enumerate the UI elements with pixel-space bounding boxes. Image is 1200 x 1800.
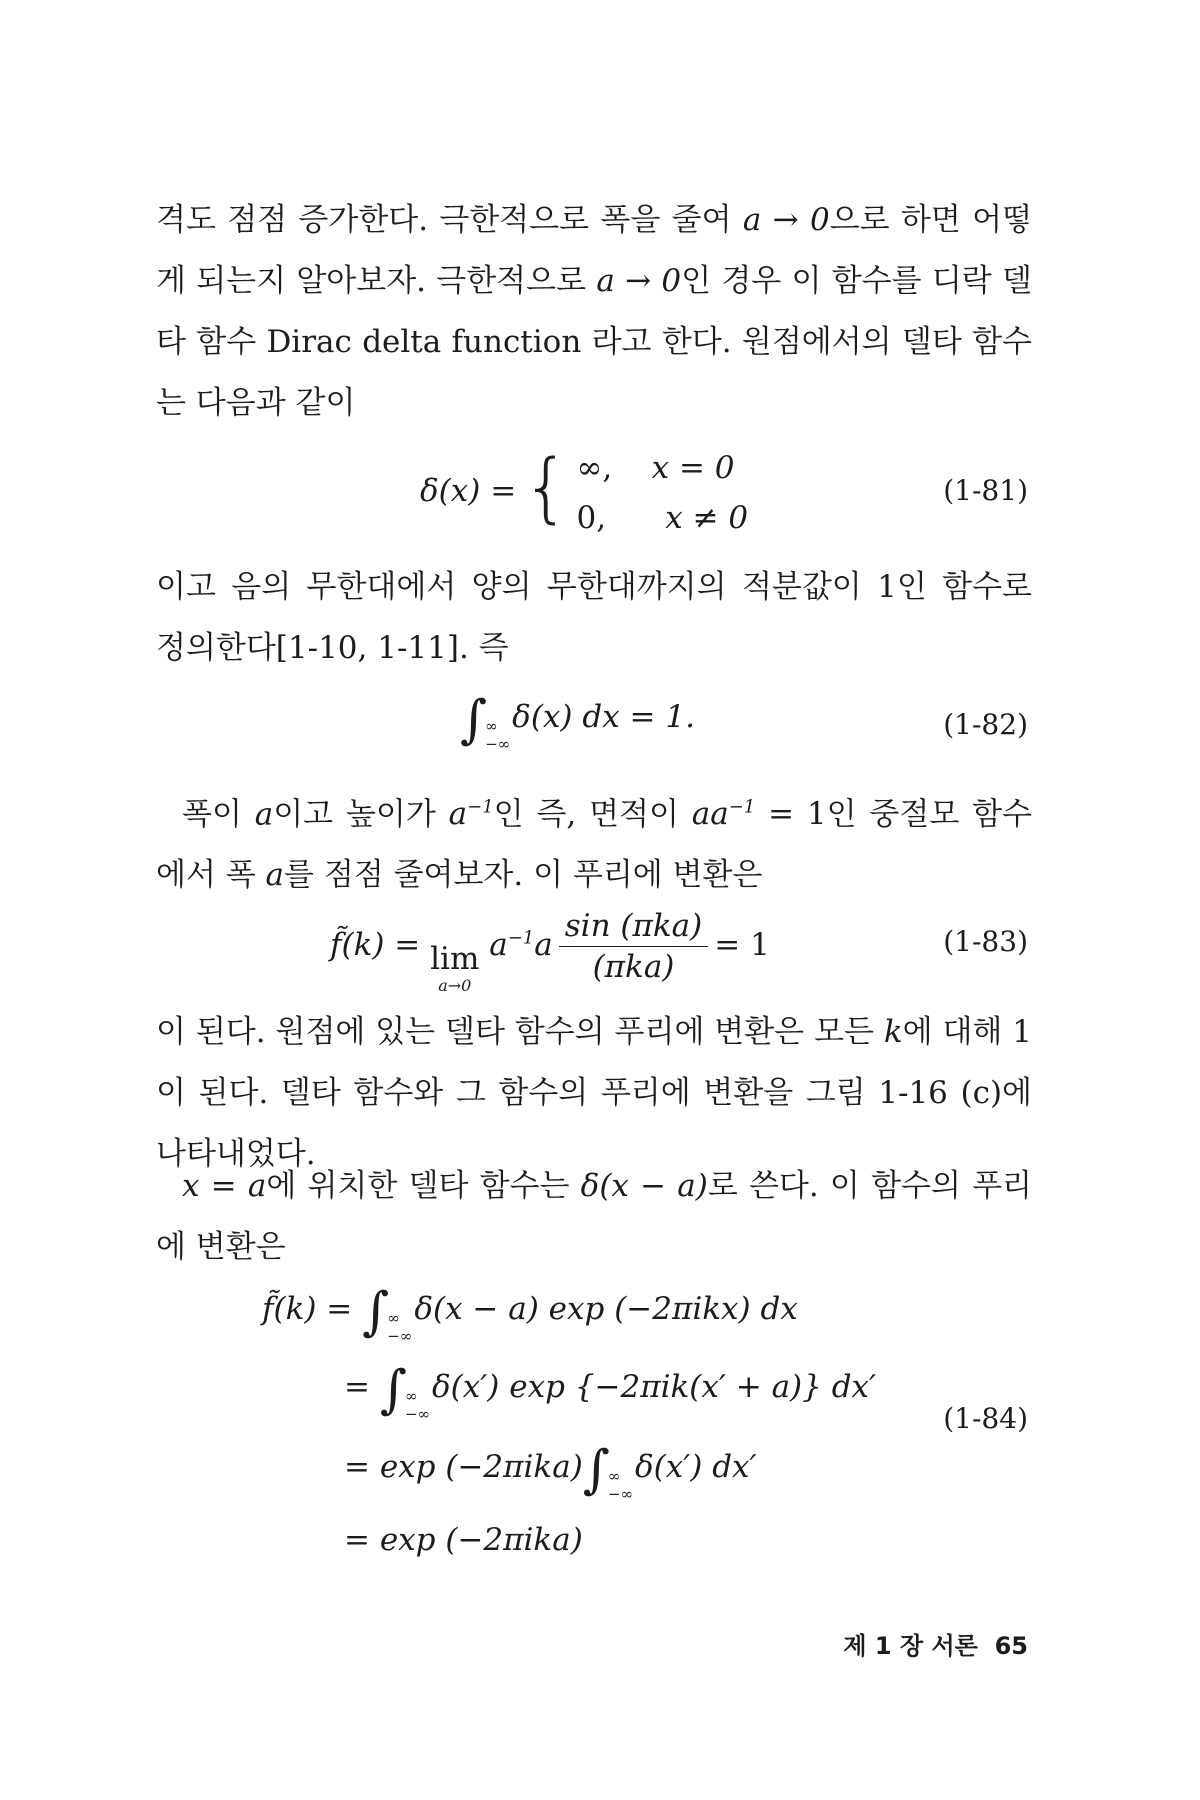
limit-operator: lim a→0 <box>430 941 480 995</box>
case-row-2 <box>577 493 749 543</box>
brace-symbol: { <box>522 442 571 531</box>
text-segment: 격도 점점 증가한다. 극한적으로 폭을 줄여 <box>156 202 743 238</box>
text-segment: 에 위치한 델타 함수는 <box>266 1168 581 1204</box>
equation-1-82 <box>460 690 695 753</box>
cases-block <box>577 443 749 543</box>
paragraph-top-hat <box>156 777 1032 906</box>
case-condition: x ≠ 0 <box>665 499 749 536</box>
eq-lhs: f̃(k) = <box>330 927 421 963</box>
equation-1-84-line-3: = exp (−2πika)∫ ∞ −∞ δ(x′) dx′ <box>344 1440 757 1503</box>
integral-sign: ∫ <box>582 1440 610 1500</box>
equation-1-84-line-4: = exp (−2πika) <box>344 1522 583 1558</box>
text-segment: 이고 음의 무한대에서 양의 무한대까지의 적분값이 1인 함수로 정의한다[1-10, 1-11]. 즉 <box>156 569 1032 666</box>
fraction <box>559 908 708 985</box>
case-value: 0, <box>576 499 607 536</box>
inline-math: a <box>265 857 285 894</box>
text-segment: 로 쓴다. 이 함수의 푸리에 변환은 <box>156 1168 1032 1265</box>
page-number: 65 <box>994 1632 1028 1660</box>
equation-1-83 <box>330 908 770 995</box>
inline-math: $aa^{-1} = 1$ <box>691 796 827 833</box>
text-segment: 인 중절모 함수에서 폭 <box>156 796 1032 894</box>
page-footer <box>843 1626 1028 1661</box>
text-segment: 이 된다. 원점에 있는 델타 함수의 푸리에 변환은 모든 <box>156 1014 884 1050</box>
equation-1-81 <box>420 442 748 543</box>
integral-sign: ∫ <box>460 690 488 750</box>
integral-sign: ∫ <box>362 1282 390 1342</box>
case-condition: x = 0 <box>651 449 735 486</box>
coefficient: $a^{-1}a$ <box>489 927 553 963</box>
inline-math: x = a <box>182 1168 267 1204</box>
text-segment: 에 대해 1이 된다. 델타 함수와 그 함수의 푸리에 변환을 그림 1-16 (c)에 나타내었다. <box>156 1014 1032 1172</box>
text-segment: 폭이 <box>182 796 255 833</box>
paragraph-definition <box>156 557 1032 679</box>
case-value: ∞, <box>576 449 613 486</box>
eq-lhs: δ(x) = <box>420 473 517 509</box>
integral-limits: ∞ −∞ <box>404 1387 431 1423</box>
text-segment: 를 점점 줄여보자. 이 푸리에 변환은 <box>284 857 763 894</box>
inline-math: a <box>254 796 274 833</box>
eq-rhs: = 1 <box>714 927 770 963</box>
text-segment: 인 즉, 면적이 <box>493 796 692 833</box>
denominator: (πka) <box>592 949 675 985</box>
case-row-1 <box>577 443 749 493</box>
chapter-label: 제 1 장 서론 <box>843 1632 978 1660</box>
integral-limits: ∞ −∞ <box>607 1467 633 1503</box>
inline-math: a → 0 <box>596 263 682 299</box>
paragraph-shifted-delta <box>156 1156 1032 1278</box>
inline-math: k <box>883 1014 903 1050</box>
text-segment: 으로 하면 어떻게 되는지 알아보자. 극한적으로 <box>156 202 1033 299</box>
equation-number: (1-82) <box>943 708 1028 741</box>
integral-limits: ∞ −∞ <box>387 1309 413 1345</box>
inline-math: a → 0 <box>742 202 830 238</box>
equation-number: (1-83) <box>943 925 1028 958</box>
text-segment: 이고 높이가 <box>273 796 449 833</box>
numerator: sin (πka) <box>559 908 708 947</box>
integrand: δ(x) dx = 1. <box>512 699 695 735</box>
integral-sign: ∫ <box>379 1360 407 1420</box>
text-segment: 인 경우 이 함수를 디락 델타 함수 Dirac delta function 라고 한다. 원점에서의 델타 함수는 다음과 같이 <box>156 263 1032 421</box>
inline-math: δ(x − a) <box>580 1168 708 1204</box>
equation-number: (1-84) <box>943 1402 1028 1435</box>
inline-math: $a^{-1}$ <box>448 796 494 833</box>
equation-1-84-line-1: f̃(k) = ∫ ∞ −∞ δ(x − a) exp (−2πikx) dx <box>262 1282 798 1345</box>
equation-number: (1-81) <box>943 474 1028 507</box>
integral-limits: ∞ −∞ <box>485 717 511 753</box>
paragraph-delta-intro <box>156 190 1032 434</box>
equation-1-84-line-2: = ∫ ∞ −∞ δ(x′) exp {−2πik(x′ + a)} dx′ <box>344 1360 877 1423</box>
